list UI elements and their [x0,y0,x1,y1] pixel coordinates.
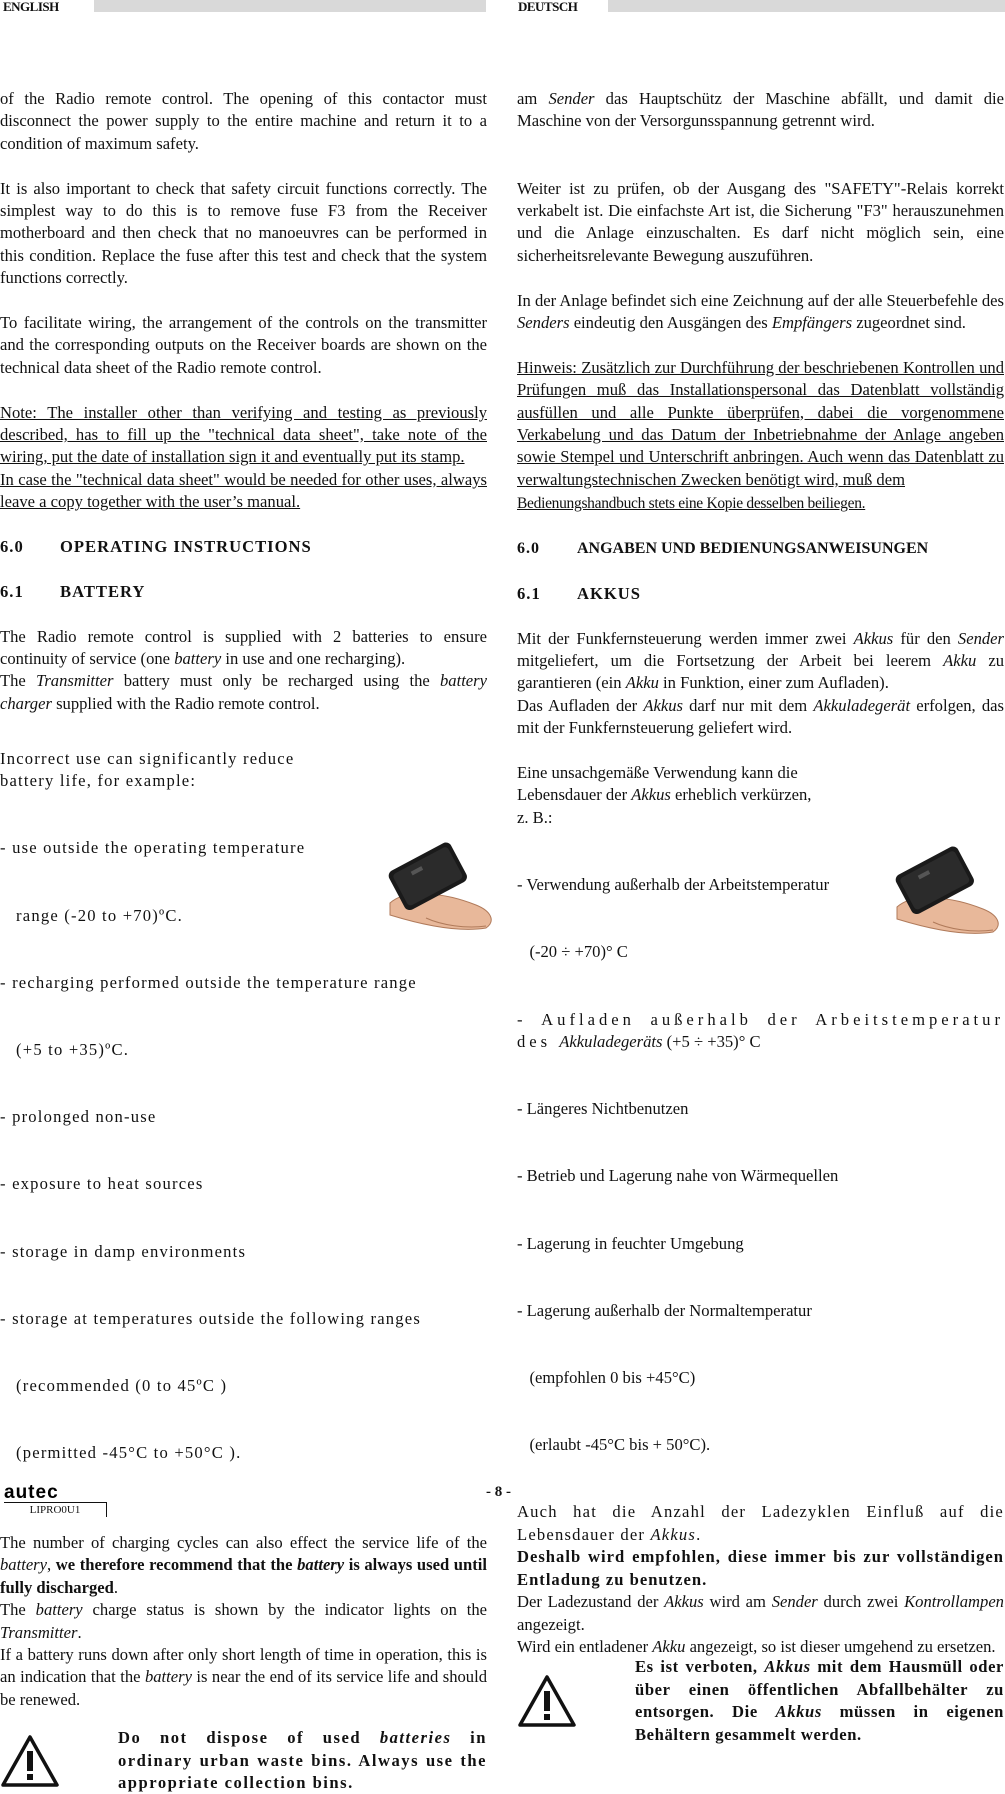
page-number: - 8 - [486,1484,511,1500]
list-item: - storage at temperatures outside the following ranges [0,1308,421,1328]
en-incorrect-use-intro: Incorrect use can significantly reduce battery life, for example: [0,748,295,791]
de-paragraph: am Sender das Hauptschütz der Maschine abfällt, und damit die Maschine von der Versorgunsspannung getrennt wird. [517,89,1005,131]
en-warning-text: Do not dispose of used batteries in ordinary urban waste bins. Always use the appropriate collection bins. [118,1728,487,1792]
list-item: (-20 ÷ +70)° C [517,942,628,962]
en-paragraph: It is also important to check that safety circuit functions correctly. The simplest way to do this is to remove fuse F3 from the Receiver motherboard and then check that no manoeuvres can be performed in this condition. Replace the fuse after this test and check that the system functions correctly. [0,178,487,288]
de-paragraph: Auch hat die Anzahl der Ladezyklen Einfluß auf die Lebensdauer der Akkus. [517,1502,1004,1544]
de-section-heading-6-1: 6.1 AKKUS [517,583,642,603]
de-paragraph: Der Ladezustand der Akkus wird am Sender durch zwei Kontrollampen angezeigt. [517,1592,1004,1634]
battery-in-hand-image [893,837,1003,937]
header-bar-right [608,0,1005,12]
en-paragraph: The number of charging cycles can also effect the service life of the battery, we therefore recommend that the battery is always used until fully discharged. [0,1532,487,1597]
de-copy-note: Bedienungshandbuch stets eine Kopie desselben beiliegen. [517,495,866,513]
de-installer-note: Hinweis: Zusätzlich zur Durchführung der beschriebenen Kontrollen und Prüfungen muß das Installationspersonal das Datenblatt vollständig ausfüllen und alle Punkte überprüfen, dabei die vorgenommene Verkabelung und das Datum der Inbetriebnahme der Anlage angeben sowie Stempel und Unterschrift anbringen. Auch wenn das Datenblatt zu verwaltungstechnischen Zwecken benötigt wird, muß dem [517,357,1004,489]
header-lang-english: ENGLISH [3,0,59,14]
de-paragraph: Mit der Funkfernsteuerung werden immer zwei Akkus für den Sender mitgeliefert, um die Fortsetzung der Arbeit bei leerem Akku zu garantieren (ein Akku in Funktion, einer zum Aufladen). [517,628,1005,693]
list-item: - Verwendung außerhalb der Arbeitstemperatur [517,875,830,895]
en-section-heading-6-0: 6.0 OPERATING INSTRUCTIONS [0,537,312,557]
en-section-heading-6-1: 6.1 BATTERY [0,581,146,601]
de-recommendation: Deshalb wird empfohlen, diese immer bis zur vollständigen Entladung zu benutzen. [517,1547,1004,1589]
de-incorrect-use-list-rest [517,1053,1004,1501]
de-paragraph: Wird ein entladener Akku angezeigt, so ist dieser umgehend zu ersetzen. [517,1636,996,1656]
de-section-heading-6-0: 6.0 ANGABEN UND BEDIENUNGSANWEISUNGEN [517,540,929,558]
list-item: - Aufladen außerhalb der Arbeitstemperatur des Akkuladegeräts (+5 ÷ +35)° C [517,1009,1004,1051]
en-copy-note: In case the "technical data sheet" would be needed for other uses, always leave a copy together with the user’s manual. [0,469,487,512]
document-code: LIPRO0U1 [4,1502,107,1517]
en-disposal-warning [0,1727,487,1794]
de-paragraph: Weiter ist zu prüfen, ob der Ausgang des "SAFETY"-Relais korrekt verkabelt ist. Die einfachste Art ist, die Sicherung "F3" herauszunehmen und die Anlage einzuschalten. Es darf nicht möglich sein, eine sicherheitsrelevante Bewegung auszuführen. [517,178,1004,265]
list-item: - prolonged non-use [0,1107,157,1127]
en-paragraph: If a battery runs down after only short length of time in operation, this is an indication that the battery is near the end of its service life and should be renewed. [0,1644,487,1709]
list-item: (permitted -45°C to +50°C ). [0,1443,242,1463]
en-paragraph: To facilitate wiring, the arrangement of the controls on the transmitter and the corresponding outputs on the Receiver boards are shown on the technical data sheet of the Radio remote control. [0,313,487,377]
list-item: (empfohlen 0 bis +45°C) [517,1368,696,1388]
english-column [0,88,487,1794]
de-paragraph: In der Anlage befindet sich eine Zeichnung auf der alle Steuerbefehle des Senders eindeutig den Ausgängen des Empfängers zugeordnet sind. [517,290,1005,333]
list-item: - Lagerung in feuchter Umgebung [517,1233,744,1253]
en-paragraph: The Radio remote control is supplied with 2 batteries to ensure continuity of service (one battery in use and one recharging). [0,626,487,669]
warning-triangle-icon [517,1674,577,1728]
list-item: (+5 to +35)ºC. [0,1039,130,1059]
list-item: - Lagerung außerhalb der Normaltemperatur [517,1300,812,1320]
battery-in-hand-image [386,833,496,933]
list-item: range (-20 to +70)ºC. [0,905,183,925]
de-warning-text: Es ist verboten, Akkus mit dem Hausmüll oder über einen öffentlichen Abfallbehälter zu entsorgen. Die Akkus müssen in eigenen Behältern gesammelt werden. [635,1657,1004,1744]
list-item: - Längeres Nichtbenutzen [517,1099,689,1119]
list-item: - Betrieb und Lagerung nahe von Wärmequellen [517,1166,839,1186]
warning-triangle-icon [0,1734,60,1788]
de-disposal-warning [517,1656,1004,1746]
list-item: (erlaubt -45°C bis + 50°C). [517,1435,711,1455]
de-incorrect-use-intro: Eine unsachgemäße Verwendung kann die Lebensdauer der Akkus erheblich verkürzen, z. B.: [517,763,812,827]
list-item: - storage in damp environments [0,1241,247,1261]
de-paragraph: Das Aufladen der Akkus darf nur mit dem Akkuladegerät erfolgen, das mit der Funkfernsteuerung geliefert wird. [517,695,1004,738]
header-bar-left [94,0,486,12]
list-item: - use outside the operating temperature [0,838,306,858]
en-paragraph: The battery charge status is shown by the indicator lights on the Transmitter. [0,1600,487,1642]
en-paragraph: The Transmitter battery must only be recharged using the battery charger supplied with the Radio remote control. [0,671,487,713]
svg-text:autec: autec [4,1484,59,1500]
en-paragraph: of the Radio remote control. The opening of this contactor must disconnect the power supply to the entire machine and return it to a condition of maximum safety. [0,89,487,153]
list-item: - exposure to heat sources [0,1174,204,1194]
header-lang-deutsch: DEUTSCH [518,0,578,14]
list-item: - recharging performed outside the temperature range [0,972,417,992]
en-installer-note: Note: The installer other than verifying and testing as previously described, has to fill up the "technical data sheet", take note of the wiring, put the date of installation sign it and eventually put its stamp. [0,402,487,467]
autec-logo [4,1484,98,1500]
list-item: (recommended (0 to 45ºC ) [0,1376,228,1396]
